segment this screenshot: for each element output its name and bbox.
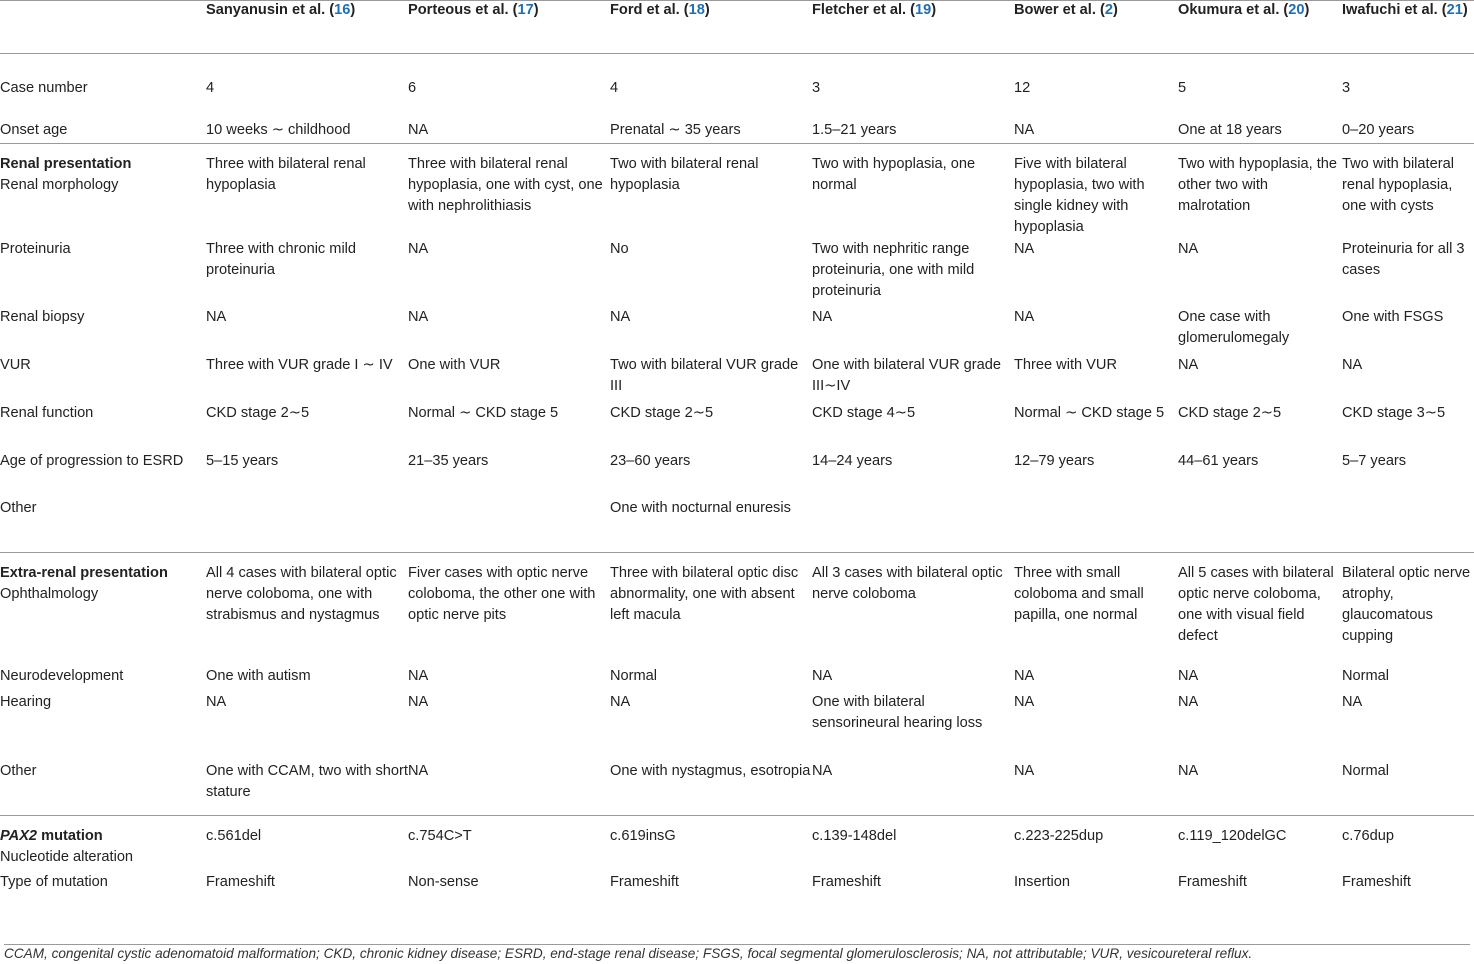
table-cell: 6 <box>408 80 417 96</box>
table-cell: All 3 cases with bilateral optic nerve coloboma <box>812 565 1003 602</box>
table-cell: Three with bilateral renal hypoplasia, one with cyst, one with nephrolithiasis <box>408 155 603 214</box>
table-cell: c.754C>T <box>408 828 472 844</box>
table-cell <box>1178 497 1342 553</box>
table-row <box>0 99 1474 143</box>
table-cell: Frameshift <box>1342 874 1411 890</box>
table-cell: CKD stage 2∼5 <box>1178 404 1282 421</box>
table-cell <box>1014 497 1178 553</box>
table-cell: CKD stage 2∼5 <box>610 404 714 421</box>
table-cell: 5–7 years <box>1342 452 1407 469</box>
table-cell: 23–60 years <box>610 452 691 469</box>
table-cell: NA <box>206 308 227 325</box>
table-cell: NA <box>1178 356 1199 373</box>
table-cell: 4 <box>610 80 619 96</box>
table-cell: NA <box>1342 356 1363 373</box>
table-row <box>0 238 1474 306</box>
table-cell: One at 18 years <box>1178 99 1342 143</box>
table-cell: 12–79 years <box>1014 452 1095 469</box>
row-label: VUR <box>0 356 31 373</box>
table-cell: NA <box>1014 240 1035 257</box>
table-cell: Frameshift <box>1178 874 1247 890</box>
table-cell: 4 <box>206 80 215 96</box>
table-row <box>0 354 1474 402</box>
header-porteous: Porteous et al. (17) <box>408 0 610 54</box>
table-cell: NA <box>610 308 631 325</box>
table-cell <box>408 497 610 553</box>
table-cell: 21–35 years <box>408 452 489 469</box>
table-cell: Two with bilateral VUR grade III <box>610 356 799 394</box>
header-bower: Bower et al. (2) <box>1014 0 1178 54</box>
table-cell: CKD stage 4∼5 <box>812 404 916 421</box>
table-cell: Fiver cases with optic nerve coloboma, the other one with optic nerve pits <box>408 565 596 623</box>
table-cell: One with VUR <box>408 356 501 373</box>
ref-link[interactable]: 20 <box>1288 2 1305 18</box>
table-row <box>0 760 1474 816</box>
table-cell: Normal ∼ CKD stage 5 <box>408 404 559 421</box>
row-label: Hearing <box>0 693 52 710</box>
table-cell: NA <box>408 760 610 816</box>
table-cell: Normal <box>1342 667 1390 684</box>
table-cell: One with nystagmus, esotropia <box>610 760 812 816</box>
table-footnote: CCAM, congenital cystic adenomatoid malformation; CKD, chronic kidney disease; ESRD, end-stage renal disease; FSGS, focal segmental glomerulosclerosis; NA, not attributable; VUR, vesicoureteral reflux. <box>4 944 1470 963</box>
row-label: Onset age <box>0 99 206 143</box>
header-fletcher: Fletcher et al. (19) <box>812 0 1014 54</box>
ref-link[interactable]: 21 <box>1446 2 1463 18</box>
ref-link[interactable]: 16 <box>334 2 351 18</box>
table-cell: One with nocturnal enuresis <box>610 497 812 553</box>
table-cell: One with autism <box>206 667 311 684</box>
table-cell: One with CCAM, two with short stature <box>206 760 408 816</box>
table-cell: NA <box>1014 693 1035 710</box>
table-cell: c.561del <box>206 828 262 844</box>
table-cell: One with bilateral VUR grade III∼IV <box>812 356 1001 394</box>
table-row <box>0 143 1474 238</box>
table-cell <box>1342 497 1474 553</box>
table-cell: Three with bilateral optic disc abnormality, one with absent left macula <box>610 565 799 623</box>
table-cell: NA <box>610 693 631 710</box>
table-cell: Three with VUR grade I ∼ IV <box>206 356 393 373</box>
ref-link[interactable]: 2 <box>1104 2 1113 18</box>
table-cell: One with FSGS <box>1342 308 1444 325</box>
table-cell: Bilateral optic nerve atrophy, glaucomatous cupping <box>1342 565 1471 644</box>
table-cell: 3 <box>812 80 821 96</box>
table-cell: Normal <box>610 667 658 684</box>
table-row <box>0 450 1474 497</box>
header-ford: Ford et al. (18) <box>610 0 812 54</box>
table-cell: NA <box>812 308 833 325</box>
section-title: PAX2 mutation <box>0 828 103 844</box>
table-cell: c.119_120delGC <box>1178 828 1287 844</box>
header-blank <box>0 0 206 54</box>
table-cell: NA <box>408 99 610 143</box>
row-label: Type of mutation <box>0 874 108 890</box>
table-cell: Three with small coloboma and small papilla, one normal <box>1014 565 1144 623</box>
row-label: Renal function <box>0 404 94 421</box>
table-row <box>0 691 1474 760</box>
row-label: PAX2 mutation Nucleotide alteration <box>0 816 206 869</box>
table-cell: c.619insG <box>610 828 676 844</box>
table-cell: Non-sense <box>408 874 479 890</box>
table-cell <box>206 497 408 553</box>
section-title: Extra-renal presentation <box>0 565 168 581</box>
ref-link[interactable]: 17 <box>517 2 534 18</box>
table-cell: Two with bilateral renal hypoplasia <box>610 155 759 193</box>
table-cell: Prenatal ∼ 35 years <box>610 99 812 143</box>
row-label: Case number <box>0 80 88 96</box>
table-cell: Two with nephritic range proteinuria, one with mild proteinuria <box>812 240 975 299</box>
table-cell: NA <box>1014 99 1178 143</box>
table-cell: Frameshift <box>610 874 679 890</box>
table-row <box>0 553 1474 665</box>
ref-link[interactable]: 18 <box>688 2 705 18</box>
table-cell: CKD stage 3∼5 <box>1342 404 1446 421</box>
table-row <box>0 54 1474 100</box>
table-cell: 44–61 years <box>1178 452 1259 469</box>
header-sanyanusin: Sanyanusin et al. (16) <box>206 0 408 54</box>
table-cell: One with bilateral sensorineural hearing loss <box>812 693 983 731</box>
row-label: Renal biopsy <box>0 308 85 325</box>
table-cell: NA <box>1342 693 1363 710</box>
table-cell: NA <box>408 308 429 325</box>
ref-link[interactable]: 19 <box>915 2 932 18</box>
table-cell: NA <box>408 693 429 710</box>
table-cell: NA <box>1014 667 1035 684</box>
row-label: Age of progression to ESRD <box>0 452 184 469</box>
table-cell: Five with bilateral hypoplasia, two with single kidney with hypoplasia <box>1014 155 1145 235</box>
table-cell: 12 <box>1014 80 1031 96</box>
table-cell: Two with bilateral renal hypoplasia, one with cysts <box>1342 155 1454 214</box>
table-cell: 5–15 years <box>206 452 279 469</box>
table-cell: NA <box>812 760 1014 816</box>
section-title: Renal presentation <box>0 155 132 172</box>
table-row <box>0 497 1474 553</box>
table-cell: CKD stage 2∼5 <box>206 404 310 421</box>
table-cell: Two with hypoplasia, one normal <box>812 155 976 193</box>
table-cell: 0–20 years <box>1342 99 1474 143</box>
table-cell: NA <box>1178 667 1199 684</box>
table-cell: All 5 cases with bilateral optic nerve coloboma, one with visual field defect <box>1178 565 1334 644</box>
table-cell: Proteinuria for all 3 cases <box>1342 240 1465 278</box>
table-cell: 1.5–21 years <box>812 99 1014 143</box>
table-cell: Three with bilateral renal hypoplasia <box>206 155 366 193</box>
table-cell: 3 <box>1342 80 1351 96</box>
table-cell: Insertion <box>1014 874 1070 890</box>
table-cell <box>812 497 1014 553</box>
table-cell: 5 <box>1178 80 1187 96</box>
row-label: Renal presentation Renal morphology <box>0 143 206 238</box>
table-cell: NA <box>1014 308 1035 325</box>
row-label: Proteinuria <box>0 240 71 257</box>
table-cell: c.223-225dup <box>1014 828 1104 844</box>
table-cell: NA <box>1178 693 1199 710</box>
table-row <box>0 665 1474 691</box>
row-label: Other <box>0 760 206 816</box>
header-iwafuchi: Iwafuchi et al. (21) <box>1342 0 1474 54</box>
table-cell: NA <box>1178 760 1342 816</box>
table-row <box>0 402 1474 450</box>
table-cell: NA <box>408 667 429 684</box>
row-label: Neurodevelopment <box>0 667 124 684</box>
table-cell: Three with VUR <box>1014 356 1117 373</box>
table-cell: Normal <box>1342 760 1474 816</box>
table-cell: NA <box>206 693 227 710</box>
table-cell: One case with glomerulomegaly <box>1178 308 1290 346</box>
table-cell: Frameshift <box>206 874 275 890</box>
table-cell: NA <box>1178 240 1199 257</box>
table-row <box>0 306 1474 354</box>
table-cell: Normal ∼ CKD stage 5 <box>1014 404 1165 421</box>
table-row <box>0 816 1474 869</box>
table-cell: NA <box>812 667 833 684</box>
header-okumura: Okumura et al. (20) <box>1178 0 1342 54</box>
table-cell: 14–24 years <box>812 452 893 469</box>
table-cell: c.76dup <box>1342 828 1394 844</box>
table-cell: All 4 cases with bilateral optic nerve coloboma, one with strabismus and nystagmus <box>206 565 397 623</box>
table-cell: 10 weeks ∼ childhood <box>206 99 408 143</box>
table-cell: Two with hypoplasia, the other two with malrotation <box>1178 155 1337 214</box>
header-row <box>0 0 1474 54</box>
table-row <box>0 868 1474 902</box>
table-cell: Three with chronic mild proteinuria <box>206 240 357 278</box>
table-cell: Frameshift <box>812 874 881 890</box>
table-cell: NA <box>408 240 429 257</box>
row-label: Other <box>0 497 206 553</box>
row-label: Extra-renal presentation Ophthalmology <box>0 553 206 665</box>
table-cell: No <box>610 240 629 257</box>
table-cell: NA <box>1014 760 1178 816</box>
table-cell: c.139-148del <box>812 828 897 844</box>
